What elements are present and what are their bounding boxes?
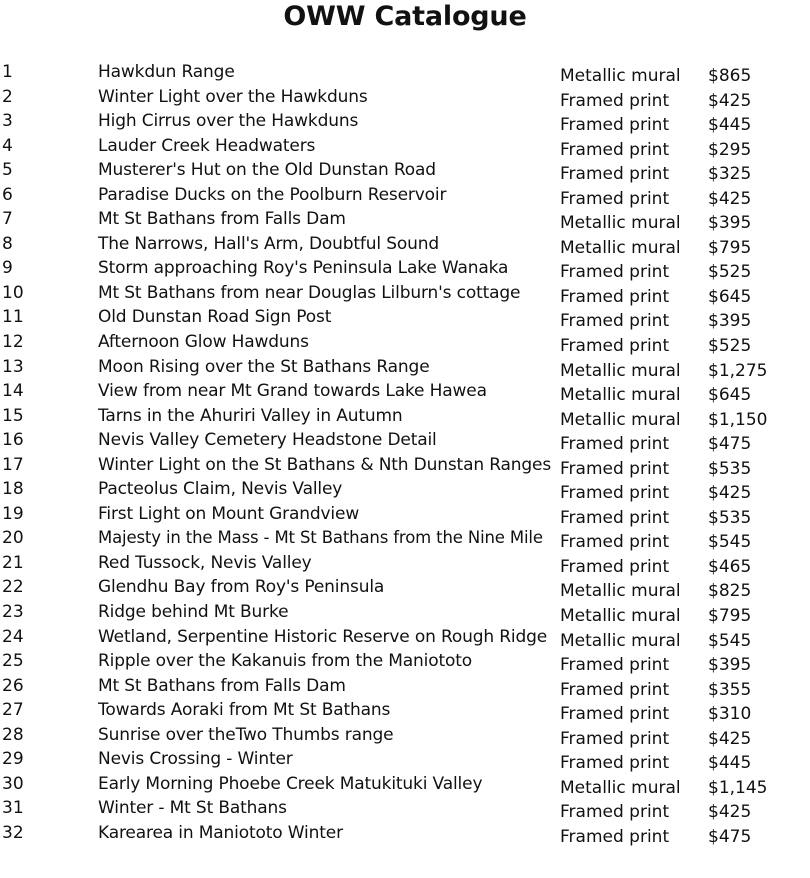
item-price: $645 [708, 286, 752, 307]
item-number: 21 [2, 552, 24, 573]
list-item [0, 602, 810, 627]
item-number: 13 [2, 356, 24, 377]
item-number: 25 [2, 651, 24, 672]
item-title: First Light on Mount Grandview [98, 503, 360, 524]
item-type: Metallic mural [560, 606, 681, 627]
item-price: $445 [708, 115, 752, 136]
list-item [0, 651, 810, 676]
list-item [0, 332, 810, 357]
item-title: Moon Rising over the St Bathans Range [98, 356, 430, 377]
list-item [0, 823, 810, 848]
item-price: $545 [708, 532, 752, 553]
item-number: 10 [2, 282, 24, 303]
item-number: 32 [2, 822, 24, 843]
item-type: Framed print [560, 556, 670, 577]
list-item [0, 258, 810, 283]
item-type: Metallic mural [560, 385, 681, 406]
item-number: 30 [2, 773, 24, 794]
item-type: Framed print [560, 188, 670, 209]
list-item [0, 209, 810, 234]
item-type: Metallic mural [560, 360, 681, 381]
item-number: 20 [2, 528, 24, 549]
list-item [0, 283, 810, 308]
item-title: Hawkdun Range [98, 62, 235, 82]
item-price: $535 [708, 458, 752, 479]
item-number: 24 [2, 626, 24, 647]
item-price: $425 [708, 188, 752, 209]
list-item [0, 406, 810, 431]
item-price: $645 [708, 385, 752, 406]
list-item [0, 307, 810, 332]
item-price: $395 [708, 655, 752, 676]
item-title: View from near Mt Grand towards Lake Hawea [98, 381, 487, 402]
list-item [0, 676, 810, 701]
item-type: Framed print [560, 115, 670, 136]
item-number: 1 [2, 62, 13, 82]
item-number: 11 [2, 307, 24, 328]
item-number: 7 [2, 209, 13, 230]
item-type: Metallic mural [560, 409, 681, 430]
item-price: $425 [708, 483, 752, 504]
list-item [0, 774, 810, 799]
list-item [0, 798, 810, 823]
item-type: Framed print [560, 286, 670, 307]
item-number: 22 [2, 577, 24, 598]
item-title: Ridge behind Mt Burke [98, 602, 289, 623]
item-number: 27 [2, 700, 24, 721]
item-price: $795 [708, 237, 752, 258]
item-type: Framed print [560, 434, 670, 455]
item-number: 8 [2, 233, 13, 254]
list-item [0, 234, 810, 259]
item-price: $355 [708, 679, 752, 700]
item-price: $465 [708, 556, 752, 577]
item-price: $425 [708, 802, 752, 823]
item-type: Framed print [560, 458, 670, 479]
list-item [0, 455, 810, 480]
item-type: Framed print [560, 704, 670, 725]
item-price: $535 [708, 507, 752, 528]
item-title: The Narrows, Hall's Arm, Doubtful Sound [98, 233, 439, 254]
item-type: Metallic mural [560, 66, 681, 86]
item-number: 9 [2, 258, 13, 279]
item-type: Framed print [560, 532, 670, 553]
list-item [0, 528, 810, 553]
list-item [0, 185, 810, 210]
list-item [0, 381, 810, 406]
item-type: Framed print [560, 507, 670, 528]
item-type: Framed print [560, 139, 670, 160]
item-type: Metallic mural [560, 777, 681, 798]
item-type: Framed print [560, 679, 670, 700]
page-title: OWW Catalogue [283, 1, 527, 32]
item-price: $865 [708, 66, 752, 86]
item-type: Framed print [560, 164, 670, 185]
list-item [0, 87, 810, 112]
item-title: Mt St Bathans from near Douglas Lilburn's cottage [98, 282, 521, 303]
list-item [0, 479, 810, 504]
item-type: Metallic mural [560, 237, 681, 258]
list-item [0, 627, 810, 652]
item-type: Framed print [560, 311, 670, 332]
item-title: Musterer's Hut on the Old Dunstan Road [98, 160, 436, 181]
list-item [0, 430, 810, 455]
item-title: Nevis Crossing - Winter [98, 749, 293, 770]
item-number: 16 [2, 430, 24, 451]
item-number: 5 [2, 160, 13, 181]
item-number: 6 [2, 184, 13, 205]
list-item [0, 111, 810, 136]
item-title: Nevis Valley Cemetery Headstone Detail [98, 430, 437, 451]
item-title: Winter Light over the Hawkduns [98, 86, 368, 107]
item-number: 14 [2, 381, 24, 402]
item-number: 26 [2, 675, 24, 696]
item-title: Afternoon Glow Hawduns [98, 332, 309, 353]
item-type: Framed print [560, 90, 670, 111]
item-number: 31 [2, 798, 24, 819]
item-title: Sunrise over theTwo Thumbs range [98, 724, 394, 745]
item-price: $425 [708, 90, 752, 111]
item-type: Metallic mural [560, 213, 681, 234]
item-price: $295 [708, 139, 752, 160]
item-type: Framed print [560, 483, 670, 504]
item-price: $545 [708, 630, 752, 651]
item-title: Early Morning Phoebe Creek Matukituki Valley [98, 773, 483, 794]
list-item [0, 136, 810, 161]
item-number: 28 [2, 724, 24, 745]
item-title: Storm approaching Roy's Peninsula Lake Wanaka [98, 258, 509, 279]
list-item [0, 577, 810, 602]
item-price: $425 [708, 728, 752, 749]
item-type: Framed print [560, 262, 670, 283]
item-type: Metallic mural [560, 581, 681, 602]
item-number: 2 [2, 86, 13, 107]
item-price: $1,275 [708, 360, 768, 381]
item-title: Winter Light on the St Bathans & Nth Dunstan Ranges [98, 454, 552, 475]
item-type: Framed print [560, 728, 670, 749]
item-price: $1,150 [708, 409, 768, 430]
item-number: 3 [2, 111, 13, 132]
item-title: Old Dunstan Road Sign Post [98, 307, 332, 328]
item-price: $795 [708, 606, 752, 627]
item-price: $310 [708, 704, 752, 725]
item-title: Karearea in Maniototo Winter [98, 822, 343, 843]
list-item [0, 725, 810, 750]
catalogue-list [0, 62, 810, 848]
list-item [0, 504, 810, 529]
item-type: Framed print [560, 336, 670, 357]
item-title: Pacteolus Claim, Nevis Valley [98, 479, 343, 500]
item-price: $395 [708, 311, 752, 332]
item-type: Framed print [560, 655, 670, 676]
item-number: 15 [2, 405, 24, 426]
item-title: Ripple over the Kakanuis from the Maniototo [98, 651, 473, 672]
item-price: $525 [708, 336, 752, 357]
item-number: 4 [2, 135, 13, 156]
item-number: 17 [2, 454, 24, 475]
item-title: Mt St Bathans from Falls Dam [98, 209, 346, 230]
item-title: Red Tussock, Nevis Valley [98, 552, 312, 573]
list-item [0, 357, 810, 382]
item-number: 23 [2, 602, 24, 623]
item-price: $445 [708, 753, 752, 774]
item-title: Lauder Creek Headwaters [98, 135, 316, 156]
item-price: $475 [708, 826, 752, 847]
list-item [0, 160, 810, 185]
list-item [0, 62, 810, 87]
item-price: $525 [708, 262, 752, 283]
item-title: Mt St Bathans from Falls Dam [98, 675, 346, 696]
item-title: Tarns in the Ahuriri Valley in Autumn [98, 405, 403, 426]
item-type: Framed print [560, 753, 670, 774]
item-title: Paradise Ducks on the Poolburn Reservoir [98, 184, 447, 205]
item-type: Framed print [560, 802, 670, 823]
item-price: $475 [708, 434, 752, 455]
item-title: High Cirrus over the Hawkduns [98, 111, 359, 132]
item-price: $395 [708, 213, 752, 234]
item-type: Framed print [560, 826, 670, 847]
list-item [0, 553, 810, 578]
item-number: 18 [2, 479, 24, 500]
item-title: Wetland, Serpentine Historic Reserve on Rough Ridge [98, 626, 548, 647]
item-price: $825 [708, 581, 752, 602]
item-title: Majesty in the Mass - Mt St Bathans from the Nine Mile [98, 528, 543, 548]
item-title: Towards Aoraki from Mt St Bathans [98, 700, 391, 721]
item-price: $1,145 [708, 777, 768, 798]
item-title: Winter - Mt St Bathans [98, 798, 287, 819]
item-number: 12 [2, 332, 24, 353]
item-number: 19 [2, 503, 24, 524]
item-type: Metallic mural [560, 630, 681, 651]
list-item [0, 749, 810, 774]
list-item [0, 700, 810, 725]
item-title: Glendhu Bay from Roy's Peninsula [98, 577, 385, 598]
item-number: 29 [2, 749, 24, 770]
item-price: $325 [708, 164, 752, 185]
